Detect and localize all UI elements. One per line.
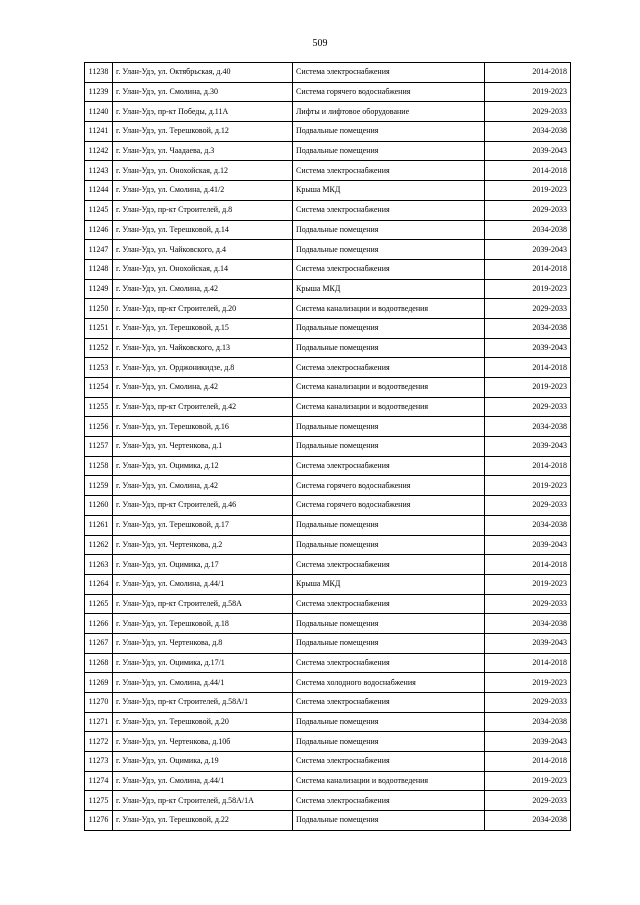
row-period: 2014-2018 [485, 63, 571, 83]
row-number: 11248 [85, 259, 113, 279]
row-system: Подвальные помещения [293, 417, 485, 437]
row-number: 11264 [85, 574, 113, 594]
row-number: 11258 [85, 456, 113, 476]
table-row [85, 633, 571, 653]
row-address: г. Улан-Удэ, пр-кт Строителей, д.8 [113, 200, 293, 220]
row-address: г. Улан-Удэ, ул. Смолина, д.42 [113, 378, 293, 398]
row-address: г. Улан-Удэ, ул. Терешковой, д.20 [113, 712, 293, 732]
row-number: 11267 [85, 633, 113, 653]
row-period: 2014-2018 [485, 259, 571, 279]
row-number: 11251 [85, 318, 113, 338]
row-period: 2034-2038 [485, 712, 571, 732]
row-address: г. Улан-Удэ, ул. Смолина, д.44/1 [113, 574, 293, 594]
row-period: 2019-2023 [485, 574, 571, 594]
table-row [85, 496, 571, 516]
row-number: 11257 [85, 437, 113, 457]
row-address: г. Улан-Удэ, ул. Терешковой, д.18 [113, 614, 293, 634]
row-number: 11259 [85, 476, 113, 496]
table-row [85, 200, 571, 220]
row-period: 2029-2033 [485, 496, 571, 516]
row-period: 2039-2043 [485, 240, 571, 260]
row-number: 11252 [85, 338, 113, 358]
row-number: 11246 [85, 220, 113, 240]
row-address: г. Улан-Удэ, ул. Чертенкова, д.8 [113, 633, 293, 653]
row-number: 11239 [85, 82, 113, 102]
row-period: 2014-2018 [485, 358, 571, 378]
row-number: 11265 [85, 594, 113, 614]
row-number: 11274 [85, 771, 113, 791]
row-number: 11240 [85, 102, 113, 122]
table-row [85, 358, 571, 378]
row-system: Система электроснабжения [293, 594, 485, 614]
row-period: 2019-2023 [485, 378, 571, 398]
row-period: 2029-2033 [485, 693, 571, 713]
row-number: 11255 [85, 397, 113, 417]
table-row [85, 535, 571, 555]
table-row [85, 456, 571, 476]
row-address: г. Улан-Удэ, пр-кт Строителей, д.58А [113, 594, 293, 614]
row-number: 11266 [85, 614, 113, 634]
row-system: Система электроснабжения [293, 555, 485, 575]
registry-table [84, 62, 571, 831]
row-number: 11256 [85, 417, 113, 437]
row-address: г. Улан-Удэ, ул. Смолина, д.42 [113, 279, 293, 299]
row-period: 2014-2018 [485, 555, 571, 575]
row-system: Подвальные помещения [293, 220, 485, 240]
row-period: 2029-2033 [485, 200, 571, 220]
row-number: 11269 [85, 673, 113, 693]
row-system: Система электроснабжения [293, 200, 485, 220]
row-address: г. Улан-Удэ, ул. Терешковой, д.15 [113, 318, 293, 338]
row-address: г. Улан-Удэ, пр-кт Строителей, д.58А/1 [113, 693, 293, 713]
row-period: 2019-2023 [485, 673, 571, 693]
row-address: г. Улан-Удэ, ул. Чертенкова, д.1 [113, 437, 293, 457]
table-row [85, 653, 571, 673]
row-number: 11245 [85, 200, 113, 220]
row-system: Система горячего водоснабжения [293, 476, 485, 496]
row-period: 2034-2038 [485, 220, 571, 240]
row-address: г. Улан-Удэ, ул. Смолина, д.44/1 [113, 771, 293, 791]
table-row [85, 417, 571, 437]
row-address: г. Улан-Удэ, пр-кт Строителей, д.20 [113, 299, 293, 319]
row-number: 11249 [85, 279, 113, 299]
row-system: Система горячего водоснабжения [293, 496, 485, 516]
row-period: 2014-2018 [485, 161, 571, 181]
row-period: 2019-2023 [485, 771, 571, 791]
table-row [85, 555, 571, 575]
row-address: г. Улан-Удэ, ул. Онохойская, д.14 [113, 259, 293, 279]
row-number: 11254 [85, 378, 113, 398]
table-row [85, 161, 571, 181]
row-number: 11242 [85, 141, 113, 161]
row-period: 2039-2043 [485, 338, 571, 358]
row-period: 2039-2043 [485, 633, 571, 653]
row-address: г. Улан-Удэ, ул. Смолина, д.30 [113, 82, 293, 102]
table-row [85, 279, 571, 299]
row-number: 11262 [85, 535, 113, 555]
row-address: г. Улан-Удэ, пр-кт Строителей, д.42 [113, 397, 293, 417]
table-row [85, 122, 571, 142]
row-period: 2029-2033 [485, 299, 571, 319]
row-system: Подвальные помещения [293, 318, 485, 338]
row-address: г. Улан-Удэ, ул. Смолина, д.44/1 [113, 673, 293, 693]
row-address: г. Улан-Удэ, ул. Смолина, д.42 [113, 476, 293, 496]
row-address: г. Улан-Удэ, ул. Чаадаева, д.3 [113, 141, 293, 161]
row-period: 2034-2038 [485, 614, 571, 634]
row-system: Подвальные помещения [293, 535, 485, 555]
row-system: Система электроснабжения [293, 259, 485, 279]
row-number: 11250 [85, 299, 113, 319]
row-address: г. Улан-Удэ, пр-кт Строителей, д.46 [113, 496, 293, 516]
table-row [85, 476, 571, 496]
row-address: г. Улан-Удэ, пр-кт Строителей, д.58А/1А [113, 791, 293, 811]
table-row [85, 141, 571, 161]
row-system: Подвальные помещения [293, 633, 485, 653]
row-system: Система канализации и водоотведения [293, 771, 485, 791]
row-address: г. Улан-Удэ, ул. Смолина, д.41/2 [113, 181, 293, 201]
row-system: Подвальные помещения [293, 437, 485, 457]
row-system: Система электроснабжения [293, 791, 485, 811]
row-period: 2029-2033 [485, 397, 571, 417]
table-row [85, 771, 571, 791]
row-number: 11276 [85, 811, 113, 831]
row-address: г. Улан-Удэ, пр-кт Победы, д.11А [113, 102, 293, 122]
row-number: 11270 [85, 693, 113, 713]
table-row [85, 752, 571, 772]
table-row [85, 338, 571, 358]
table-row [85, 63, 571, 83]
row-system: Система канализации и водоотведения [293, 299, 485, 319]
table-row [85, 437, 571, 457]
row-number: 11271 [85, 712, 113, 732]
row-address: г. Улан-Удэ, ул. Оцимика, д.17 [113, 555, 293, 575]
row-period: 2019-2023 [485, 181, 571, 201]
row-period: 2034-2038 [485, 515, 571, 535]
row-system: Система электроснабжения [293, 63, 485, 83]
row-system: Подвальные помещения [293, 811, 485, 831]
table-row [85, 378, 571, 398]
row-system: Подвальные помещения [293, 240, 485, 260]
row-period: 2029-2033 [485, 102, 571, 122]
row-number: 11253 [85, 358, 113, 378]
row-system: Подвальные помещения [293, 122, 485, 142]
row-system: Подвальные помещения [293, 732, 485, 752]
table-row [85, 712, 571, 732]
row-address: г. Улан-Удэ, ул. Терешковой, д.17 [113, 515, 293, 535]
table-row [85, 732, 571, 752]
table-row [85, 515, 571, 535]
row-period: 2039-2043 [485, 141, 571, 161]
row-address: г. Улан-Удэ, ул. Чертенкова, д.2 [113, 535, 293, 555]
row-period: 2029-2033 [485, 594, 571, 614]
row-system: Система электроснабжения [293, 456, 485, 476]
table-row [85, 574, 571, 594]
row-address: г. Улан-Удэ, ул. Терешковой, д.16 [113, 417, 293, 437]
row-system: Крыша МКД [293, 181, 485, 201]
row-number: 11275 [85, 791, 113, 811]
table-row [85, 791, 571, 811]
row-period: 2019-2023 [485, 279, 571, 299]
row-period: 2029-2033 [485, 791, 571, 811]
page-number: 509 [312, 38, 328, 49]
row-number: 11238 [85, 63, 113, 83]
row-number: 11260 [85, 496, 113, 516]
table-row [85, 82, 571, 102]
row-period: 2034-2038 [485, 122, 571, 142]
table-row [85, 240, 571, 260]
table-row [85, 259, 571, 279]
table-row [85, 299, 571, 319]
row-system: Система горячего водоснабжения [293, 82, 485, 102]
row-system: Система холодного водоснабжения [293, 673, 485, 693]
row-period: 2019-2023 [485, 82, 571, 102]
row-period: 2039-2043 [485, 437, 571, 457]
row-system: Система электроснабжения [293, 358, 485, 378]
row-address: г. Улан-Удэ, ул. Терешковой, д.12 [113, 122, 293, 142]
row-period: 2034-2038 [485, 417, 571, 437]
table-row [85, 181, 571, 201]
row-system: Крыша МКД [293, 574, 485, 594]
row-system: Подвальные помещения [293, 515, 485, 535]
table-row [85, 673, 571, 693]
row-system: Система канализации и водоотведения [293, 378, 485, 398]
row-period: 2014-2018 [485, 456, 571, 476]
row-system: Система канализации и водоотведения [293, 397, 485, 417]
table-row [85, 811, 571, 831]
row-address: г. Улан-Удэ, ул. Терешковой, д.22 [113, 811, 293, 831]
table-row [85, 102, 571, 122]
row-address: г. Улан-Удэ, ул. Оцимика, д.19 [113, 752, 293, 772]
row-system: Система электроснабжения [293, 653, 485, 673]
row-system: Подвальные помещения [293, 338, 485, 358]
row-address: г. Улан-Удэ, ул. Чертенкова, д.10б [113, 732, 293, 752]
row-address: г. Улан-Удэ, ул. Терешковой, д.14 [113, 220, 293, 240]
row-number: 11244 [85, 181, 113, 201]
row-system: Подвальные помещения [293, 712, 485, 732]
row-period: 2039-2043 [485, 535, 571, 555]
registry-table-body [85, 63, 571, 831]
row-number: 11273 [85, 752, 113, 772]
row-period: 2034-2038 [485, 811, 571, 831]
row-period: 2014-2018 [485, 653, 571, 673]
row-number: 11247 [85, 240, 113, 260]
row-address: г. Улан-Удэ, ул. Чайковского, д.4 [113, 240, 293, 260]
row-address: г. Улан-Удэ, ул. Онохойская, д.12 [113, 161, 293, 181]
row-system: Подвальные помещения [293, 614, 485, 634]
row-period: 2019-2023 [485, 476, 571, 496]
row-number: 11261 [85, 515, 113, 535]
row-period: 2039-2043 [485, 732, 571, 752]
row-system: Крыша МКД [293, 279, 485, 299]
row-system: Система электроснабжения [293, 693, 485, 713]
row-period: 2034-2038 [485, 318, 571, 338]
table-row [85, 397, 571, 417]
row-number: 11268 [85, 653, 113, 673]
row-number: 11243 [85, 161, 113, 181]
row-number: 11263 [85, 555, 113, 575]
table-row [85, 614, 571, 634]
row-period: 2014-2018 [485, 752, 571, 772]
row-number: 11272 [85, 732, 113, 752]
row-system: Подвальные помещения [293, 141, 485, 161]
row-address: г. Улан-Удэ, ул. Чайковского, д.13 [113, 338, 293, 358]
table-row [85, 594, 571, 614]
table-row [85, 693, 571, 713]
row-system: Лифты и лифтовое оборудование [293, 102, 485, 122]
table-row [85, 220, 571, 240]
row-address: г. Улан-Удэ, ул. Орджоникидзе, д.8 [113, 358, 293, 378]
row-address: г. Улан-Удэ, ул. Оцимика, д.12 [113, 456, 293, 476]
row-system: Система электроснабжения [293, 161, 485, 181]
row-address: г. Улан-Удэ, ул. Оцимика, д.17/1 [113, 653, 293, 673]
row-number: 11241 [85, 122, 113, 142]
row-address: г. Улан-Удэ, ул. Октябрьская, д.40 [113, 63, 293, 83]
table-row [85, 318, 571, 338]
row-system: Система электроснабжения [293, 752, 485, 772]
